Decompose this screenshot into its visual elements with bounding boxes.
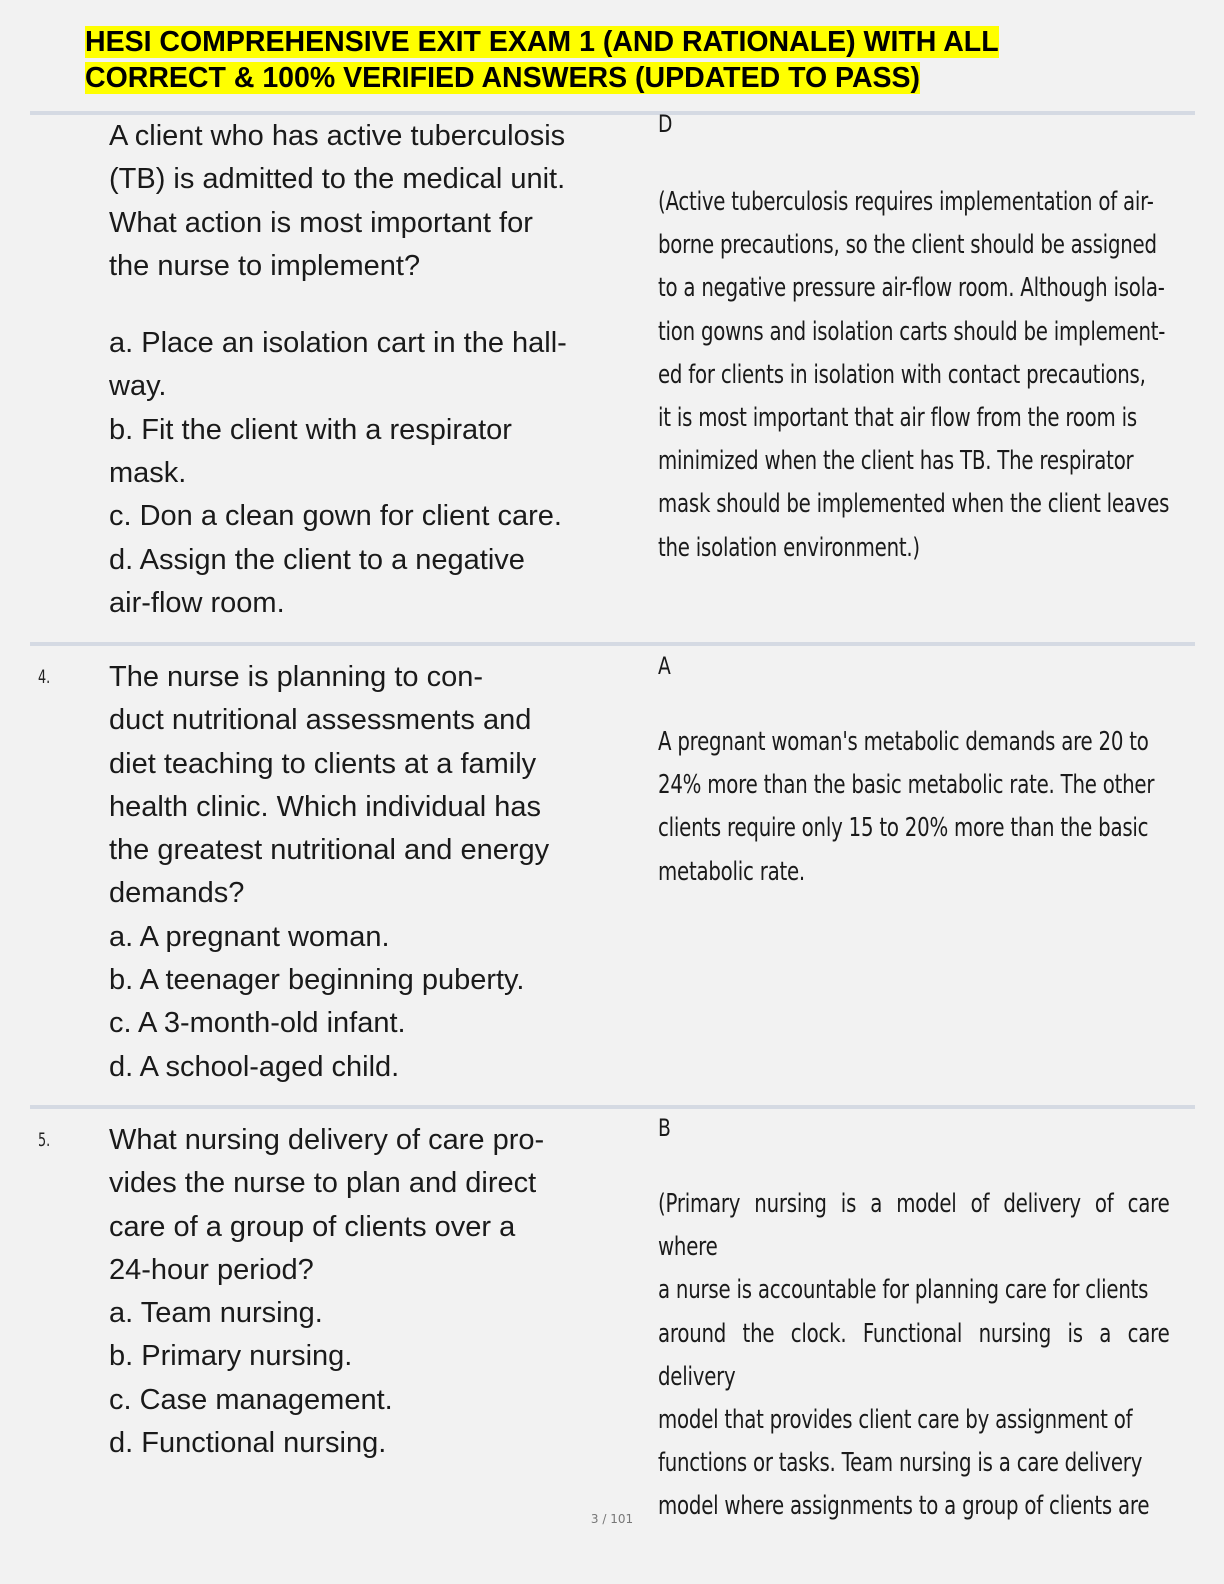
option-line: d. Functional nursing.: [109, 1427, 387, 1460]
option-line: way.: [109, 370, 167, 403]
rationale-line: a nurse is accountable for planning care for clients: [658, 1275, 1149, 1306]
option-line: b. Primary nursing.: [109, 1340, 353, 1373]
divider-q5: [30, 1105, 1195, 1109]
rationale-line: clients require only 15 to 20% more than the basic: [658, 813, 1149, 844]
rationale-line: (Active tuberculosis requires implementation of air-: [658, 187, 1154, 217]
option-line: d. A school-aged child.: [109, 1050, 400, 1083]
option-line: d. Assign the client to a negative: [109, 543, 525, 576]
question-line: The nurse is planning to con-: [109, 661, 483, 693]
answer-letter-4: A: [658, 652, 671, 680]
rationale-line: mask should be implemented when the client leaves: [658, 489, 1170, 520]
rationale-5: [658, 1183, 1170, 1529]
rationale-4: [658, 721, 1170, 894]
rationale-line: ed for clients in isolation with contact precautions,: [658, 359, 1146, 390]
question-number-4: 4.: [38, 666, 51, 688]
question-block-4: [109, 656, 639, 1089]
question-line: What action is most important for: [109, 206, 533, 239]
rationale-line: it is most important that air flow from the room is: [658, 403, 1137, 434]
question-block-5: [109, 1119, 639, 1465]
answer-letter-3: D: [658, 110, 673, 138]
rationale-line: A pregnant woman's metabolic demands are 20 to: [658, 727, 1149, 757]
rationale-line: minimized when the client has TB. The respirator: [658, 446, 1134, 477]
question-line: (TB) is admitted to the medical unit.: [109, 163, 566, 196]
option-line: c. Don a clean gown for client care.: [109, 500, 562, 533]
option-line: air-flow room.: [109, 586, 285, 619]
answer-letter-5: B: [658, 1114, 671, 1142]
question-block-3: [109, 115, 639, 625]
document-title: [85, 24, 1185, 96]
rationale-line: metabolic rate.: [658, 856, 805, 887]
option-line: c. Case management.: [109, 1383, 393, 1416]
page-indicator: 3 / 101: [590, 1512, 634, 1526]
question-line: vides the nurse to plan and direct: [109, 1167, 537, 1200]
option-line: mask.: [109, 457, 187, 490]
question-number-5: 5.: [38, 1129, 51, 1151]
rationale-line: tion gowns and isolation carts should be implement-: [658, 316, 1166, 347]
option-line: a. A pregnant woman.: [109, 920, 390, 953]
question-line: diet teaching to clients at a family: [109, 747, 537, 780]
rationale-line: around the clock. Functional nursing is a care delivery: [658, 1318, 1170, 1392]
question-line: A client who has active tuberculosis: [109, 120, 566, 152]
question-line: care of a group of clients over a: [109, 1210, 516, 1243]
rationale-line: model that provides client care by assignment of: [658, 1405, 1133, 1436]
option-line: c. A 3-month-old infant.: [109, 1007, 406, 1040]
option-line: a. Place an isolation cart in the hall-: [109, 327, 567, 360]
title-line-1: HESI COMPREHENSIVE EXIT EXAM 1 (AND RATIONALE) WITH ALL: [85, 26, 999, 58]
rationale-line: (Primary nursing is a model of delivery of care where: [658, 1189, 1170, 1263]
title-line-2: CORRECT & 100% VERIFIED ANSWERS (UPDATED TO PASS): [85, 62, 921, 94]
option-line: a. Team nursing.: [109, 1297, 323, 1330]
question-line: the greatest nutritional and energy: [109, 834, 550, 867]
rationale-line: the isolation environment.): [658, 532, 920, 563]
option-line: b. Fit the client with a respirator: [109, 413, 512, 446]
question-line: What nursing delivery of care pro-: [109, 1124, 545, 1156]
rationale-3: [658, 181, 1170, 570]
rationale-line: 24% more than the basic metabolic rate. The other: [658, 770, 1155, 801]
question-line: duct nutritional assessments and: [109, 704, 532, 737]
question-line: the nurse to implement?: [109, 249, 421, 282]
question-line: demands?: [109, 877, 245, 910]
question-line: 24-hour period?: [109, 1253, 314, 1286]
divider-q4: [30, 642, 1195, 646]
question-line: health clinic. Which individual has: [109, 790, 541, 823]
option-line: b. A teenager beginning puberty.: [109, 964, 525, 997]
rationale-line: model where assignments to a group of clients are: [658, 1491, 1150, 1522]
rationale-line: functions or tasks. Team nursing is a care delivery: [658, 1448, 1143, 1479]
rationale-line: to a negative pressure air-flow room. Although isola-: [658, 273, 1165, 304]
rationale-line: borne precautions, so the client should be assigned: [658, 230, 1157, 261]
